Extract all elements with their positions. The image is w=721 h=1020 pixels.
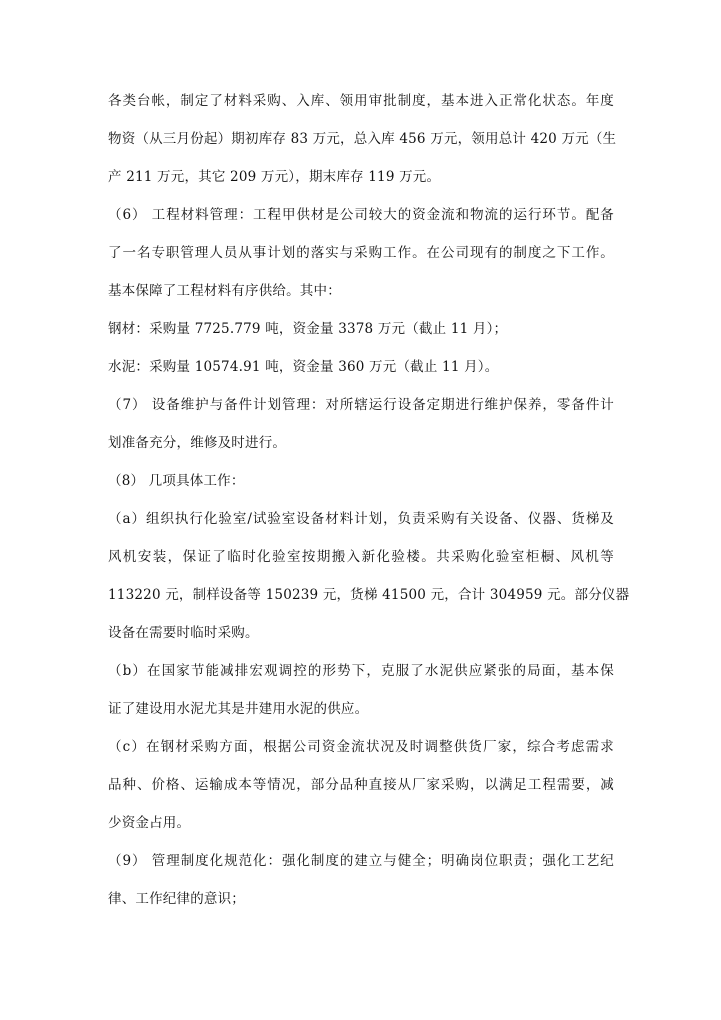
paragraph	[108, 386, 614, 462]
text-line: 风机安装，保证了临时化验室按期搬入新化验楼。共采购化验室柜橱、风机等	[108, 549, 614, 565]
paragraph	[108, 500, 630, 652]
text-line: 水泥：采购量 10574.91 吨，资金量 360 万元（截止 11 月）。	[108, 359, 499, 375]
paragraph	[108, 348, 614, 386]
text-line: （8） 几项具体工作：	[108, 473, 245, 489]
text-line: （c）在钢材采购方面，根据公司资金流状况及时调整供货厂家，综合考虑需求	[108, 739, 614, 755]
paragraph	[108, 82, 617, 196]
paragraph	[108, 196, 614, 310]
text-line: 律、工作纪律的意识；	[108, 891, 245, 907]
document-body	[108, 82, 630, 918]
text-line: 钢材：采购量 7725.779 吨，资金量 3378 万元（截止 11 月）；	[108, 321, 508, 337]
text-line: （6） 工程材料管理：工程甲供材是公司较大的资金流和物流的运行环节。配备	[108, 207, 614, 223]
text-line: 了一名专职管理人员从事计划的落实与采购工作。在公司现有的制度之下工作。	[108, 245, 614, 261]
text-line: （9） 管理制度化规范化：强化制度的建立与健全；明确岗位职责；强化工艺纪	[108, 853, 614, 869]
paragraph	[108, 652, 614, 728]
text-line: （a）组织执行化验室/试验室设备材料计划，负责采购有关设备、仪器、货梯及	[108, 511, 614, 527]
text-line: 各类台帐，制定了材料采购、入库、领用审批制度，基本进入正常化状态。年度	[108, 93, 614, 109]
paragraph	[108, 728, 614, 842]
text-line: 少资金占用。	[108, 815, 191, 831]
text-line: 113220 元，制样设备等 150239 元，货梯 41500 元，合计 304959 元。部分仪器	[108, 587, 630, 603]
paragraph	[108, 462, 614, 500]
text-line: 产 211 万元，其它 209 万元），期末库存 119 万元。	[108, 169, 441, 185]
text-line: 基本保障了工程材料有序供给。其中：	[108, 283, 341, 299]
text-line: 物资（从三月份起）期初库存 83 万元，总入库 456 万元，领用总计 420 万元（生	[108, 131, 617, 147]
text-line: 划准备充分，维修及时进行。	[108, 435, 287, 451]
text-line: 设备在需要时临时采购。	[108, 625, 259, 641]
text-line: （7） 设备维护与备件计划管理：对所辖运行设备定期进行维护保养，零备件计	[108, 397, 614, 413]
paragraph	[108, 842, 614, 918]
text-line: 品种、价格、运输成本等情况，部分品种直接从厂家采购，以满足工程需要，减	[108, 777, 614, 793]
paragraph	[108, 310, 614, 348]
text-line: （b）在国家节能减排宏观调控的形势下，克服了水泥供应紧张的局面，基本保	[108, 663, 614, 679]
text-line: 证了建设用水泥尤其是井建用水泥的供应。	[108, 701, 369, 717]
